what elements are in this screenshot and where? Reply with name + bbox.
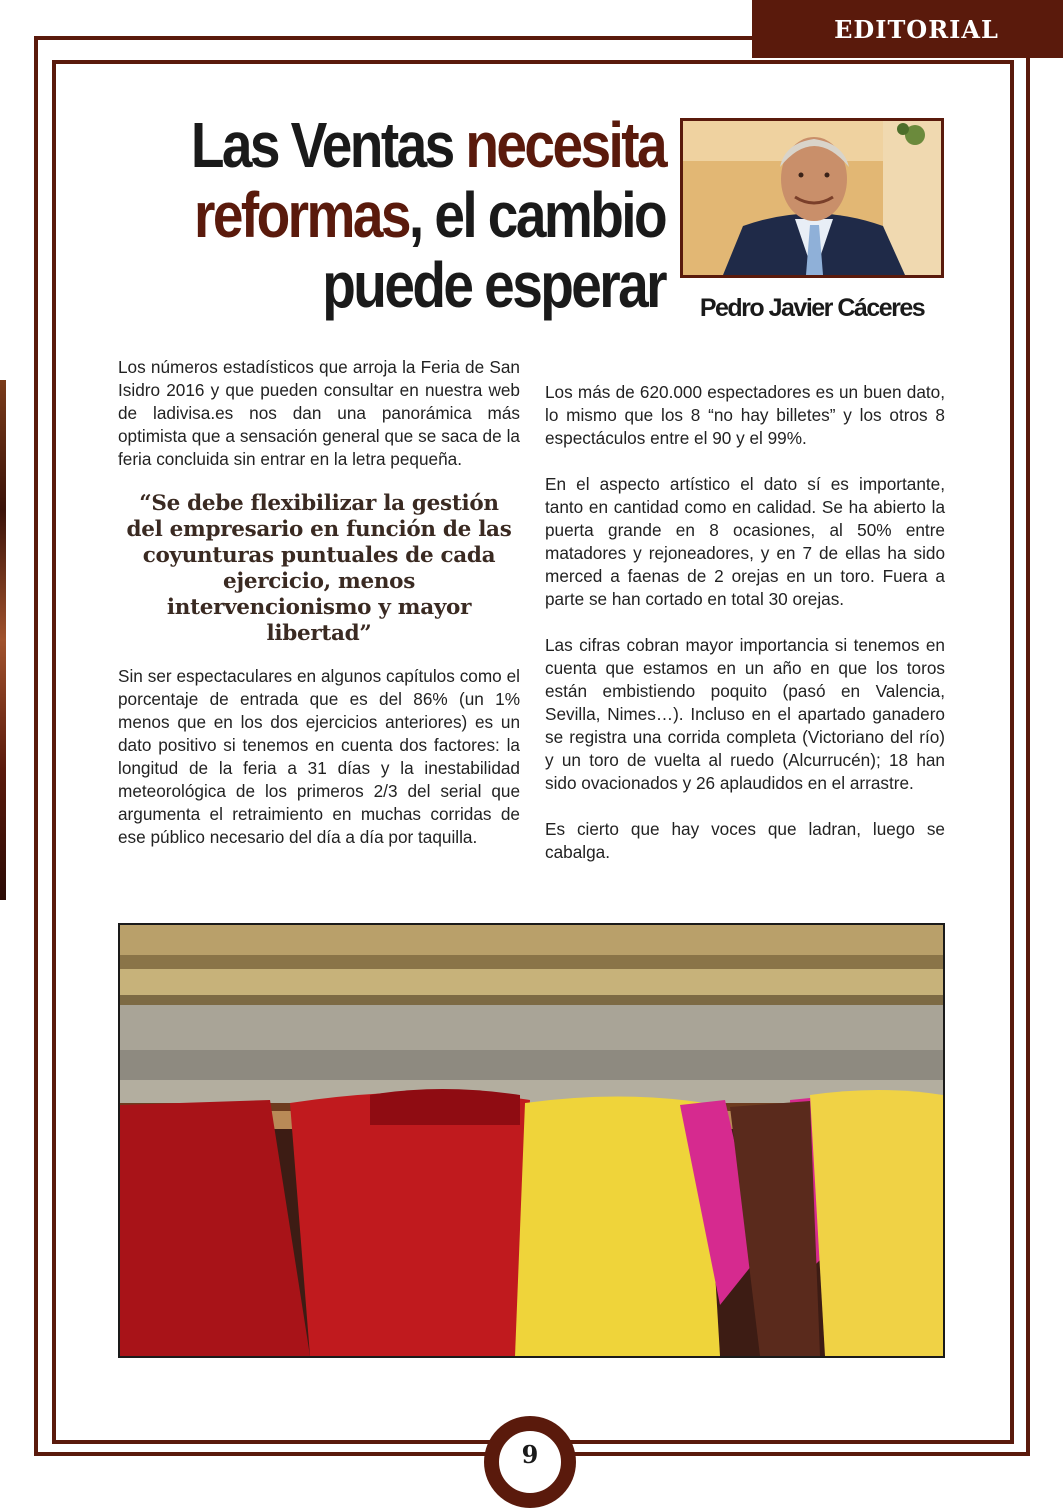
author-byline: Pedro Javier Cáceres — [699, 294, 925, 322]
section-tab-label: EDITORIAL — [834, 14, 999, 44]
left-paragraph-1: Los números estadísticos que arroja la Feria de San Isidro 2016 y que pueden consultar en nuestra web de ladivisa.es nos dan una panorámica más optimista que a sensación general que se saca de la feria concluida sin entrar en la letra pequeña. — [118, 357, 520, 469]
left-column — [118, 356, 520, 849]
page-number: 9 — [521, 1440, 539, 1469]
right-paragraph-3: Las cifras cobran mayor importancia si tenemos en cuenta que estamos en un año en que los toros están embistiendo poquito (pasó en Valencia, Sevilla, Nimes…). Incluso en el apartado ganadero se registra una corrida completa (Victoriano del río) y un toro de vuelta al ruedo (Alcurrucén); 18 han sido ovacionados y 26 aplaudidos en el arrastre. — [545, 635, 945, 793]
left-paragraph-2: Sin ser espectaculares en algunos capítulos como el porcentaje de entrada que es del 86% (un 1% menos que en los dos ejercicios anteriores) es un dato positivo si tenemos en cuenta dos factores: la longitud de la feria a 31 días y la inestabilidad meteorológica de los primeros 2/3 del serial que argumenta el retraimiento en muchas corridas de ese público necesario del día a día por taquilla. — [118, 666, 520, 847]
right-paragraph-2: En el aspecto artístico el dato sí es importante, tanto en cantidad como en calidad. Se ha abierto la puerta grande en 8 ocasiones, al 50% entre matadores y rejoneadores, y en 7 de ellas ha sido merced a faenas de 2 orejas en un toro. Fuera a parte se han cortado en total 30 orejas. — [545, 474, 945, 609]
title-accent: necesita reformas — [193, 109, 665, 251]
pull-quote: “Se debe flexibilizar la gestión del empresario en función de las coyunturas puntuales de cada ejercicio, menos intervencionismo y mayor libertad” — [126, 491, 512, 646]
bullring-photo — [118, 923, 945, 1358]
title-part-2: , el cambio puede esperar — [322, 179, 665, 321]
right-column — [545, 381, 945, 864]
right-paragraph-4: Es cierto que hay voces que ladran, luego se cabalga. — [545, 819, 945, 862]
author-portrait — [680, 118, 944, 278]
title-part-1: Las Ventas — [190, 109, 466, 181]
article-title — [179, 110, 665, 320]
page-edge-strip — [0, 380, 6, 900]
section-tab — [752, 0, 1063, 58]
right-paragraph-1: Los más de 620.000 espectadores es un buen dato, lo mismo que los 8 “no hay billetes” y los otros 8 espectáculos entre el 90 y el 99%. — [545, 382, 945, 448]
